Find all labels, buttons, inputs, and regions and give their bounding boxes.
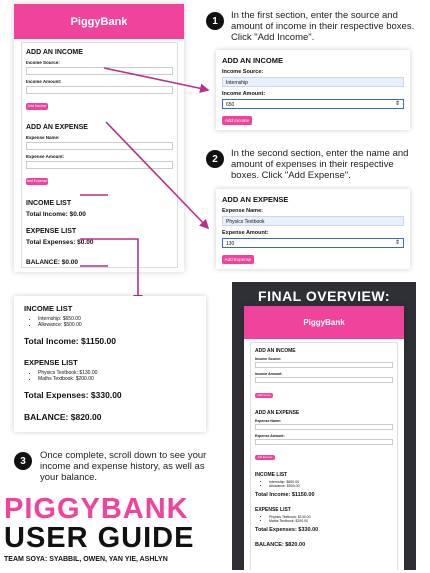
final-add-income-title: ADD AN INCOME [255,348,296,354]
results-expense-list-title: EXPENSE LIST [24,358,78,367]
zoom-expense-name-label: Expense Name: [222,208,263,214]
expense-name-label: Expense Name: [26,135,60,140]
final-add-income-button[interactable]: Add Income [255,393,273,398]
add-income-button[interactable]: Add Income [27,104,47,108]
team-credits: TEAM SOYA: SYABBIL, OWEN, YAN YIE, ASHLYN [4,556,168,563]
final-app-header [244,306,404,339]
step-1-number: 1 [212,15,218,27]
total-income-empty: Total Income: $0.00 [26,211,86,218]
income-source-label: Income Source: [26,60,60,65]
final-app-body [250,342,398,570]
results-total-income: Total Income: $1150.00 [24,336,116,346]
list-item: • Internship: $650.00 [269,480,393,484]
income-list-title: INCOME LIST [26,200,72,207]
list-item: • Physics Textbook: $130.00 [269,515,393,519]
final-total-expenses: Total Expenses: $330.00 [255,527,319,533]
final-overview-panel [232,282,416,570]
balance-empty: BALANCE: $0.00 [26,259,79,266]
arrow-lists-to-results [80,239,138,303]
final-expense-name-label: Expense Name: [255,419,282,423]
zoom-income-source-input[interactable]: Internship [222,77,404,87]
list-item: • Allowance: $500.00 [38,322,196,328]
final-app-screenshot [244,306,404,570]
zoom-expense-amount-label: Expense Amount: [222,230,269,236]
app-title: PiggyBank [70,15,128,28]
zoom-add-expense-title: ADD AN EXPENSE [222,195,289,204]
final-add-expense-title: ADD AN EXPENSE [255,410,300,416]
list-item: • Allowance: $500.00 [269,484,393,488]
add-income-title: ADD AN INCOME [26,49,83,56]
results-total-expenses: Total Expenses: $330.00 [24,390,122,400]
step-3-badge [14,452,32,470]
step-1-instructions: In the first section, enter the source and amount of income in their respective boxes. Click "Add Income". [231,10,415,43]
final-income-list [255,480,393,488]
zoom-add-income-button[interactable]: Add Income [222,116,252,125]
step-3-number: 3 [20,455,26,467]
final-income-amount-label: Income Amount: [255,372,283,376]
final-total-income: Total Income: $1150.00 [255,492,315,498]
results-expense-list [24,370,196,382]
arrow-income-to-zoom [104,68,208,90]
results-income-list [24,316,196,328]
final-expense-name-input[interactable] [255,424,393,430]
results-balance: BALANCE: $820.00 [24,412,102,422]
final-income-amount-input[interactable] [255,377,393,383]
arrow-expense-to-zoom [106,122,208,228]
zoom-income-source-label: Income Source: [222,69,264,75]
final-income-source-input[interactable] [255,362,393,368]
final-expense-amount-input[interactable] [255,439,393,445]
stepper-icon[interactable]: ⇕ [394,240,400,246]
final-overview-title: FINAL OVERVIEW: [258,288,390,304]
final-income-source-label: Income Source: [255,357,282,361]
zoom-add-expense-button[interactable]: Add Expense [222,255,254,264]
guide-title-piggybank: PIGGYBANK [4,493,189,525]
results-panel [14,296,206,432]
add-expense-button[interactable]: Add Expense [26,179,48,183]
final-expense-list-title: EXPENSE LIST [255,507,291,513]
final-income-list-title: INCOME LIST [255,472,288,478]
list-item: • Maths Textbook: $200.00 [269,519,393,523]
zoom-add-income-title: ADD AN INCOME [222,56,283,65]
step-2-number: 2 [212,153,218,165]
total-expenses-empty: Total Expenses: $0.00 [26,239,94,246]
zoom-expense-amount-value: 130 [226,241,235,247]
list-item: • Physics Textbook: $130.00 [38,370,196,376]
results-income-list-title: INCOME LIST [24,304,73,313]
income-amount-label: Income Amount: [26,79,62,84]
zoom-income-amount-value: 650 [226,102,235,108]
final-app-title: PiggyBank [303,318,345,327]
zoom-expense-name-input[interactable]: Physics Textbook [222,216,404,226]
list-item: • Internship: $650.00 [38,316,196,322]
step-3-instructions: Once complete, scroll down to see your income and expense history, as well as your balance. [40,450,207,483]
list-item: • Maths Textbook: $200.00 [38,376,196,382]
guide-title-user-guide: USER GUIDE [4,522,195,554]
expense-list-title: EXPENSE LIST [26,228,77,235]
zoom-income-amount-label: Income Amount: [222,91,266,97]
expense-amount-label: Expense Amount: [26,154,65,159]
stepper-icon[interactable]: ⇕ [394,101,400,107]
final-expense-list [255,515,393,523]
add-expense-title: ADD AN EXPENSE [26,124,88,131]
final-balance: BALANCE: $820.00 [255,542,306,548]
final-add-expense-button[interactable]: Add Expense [255,455,275,460]
final-expense-amount-label: Expense Amount: [255,434,285,438]
step-2-instructions: In the second section, enter the name and amount of expenses in their respective boxes. Click "Add Expense". [231,148,409,181]
